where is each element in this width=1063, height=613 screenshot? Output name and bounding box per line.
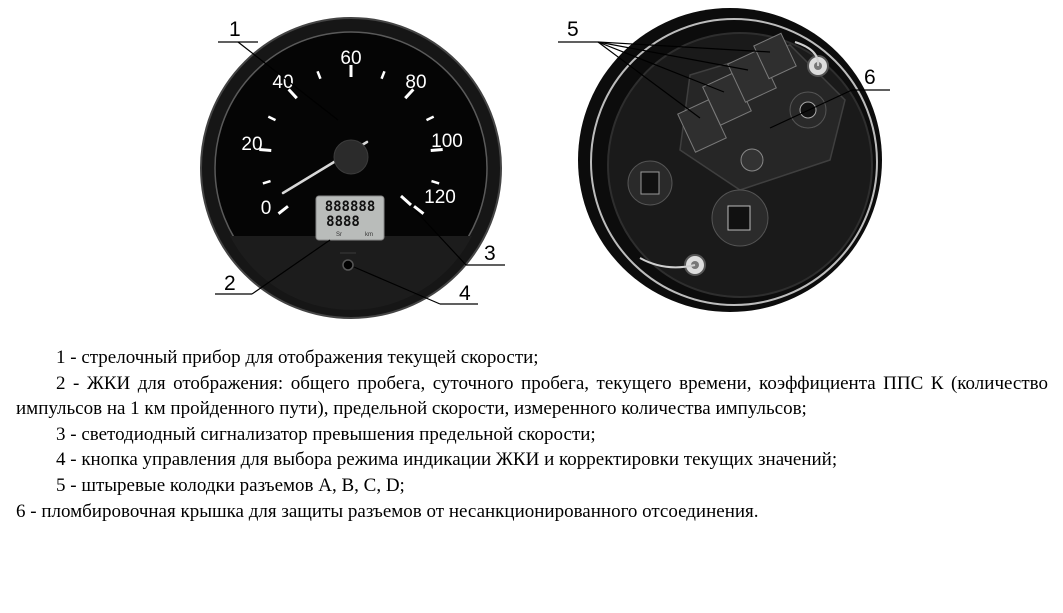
seal-screw [741, 149, 763, 171]
legend [16, 345, 1048, 524]
legend-item-5: 5 - штыревые колодки разъемов A, B, C, D; [56, 474, 405, 496]
lcd-display [316, 196, 384, 240]
lcd-unit-left: Sr [336, 232, 342, 238]
scale-label-120: 120 [424, 187, 456, 208]
callout-5: 5 [567, 18, 579, 41]
legend-item-3: 3 - светодиодный сигнализатор превышения предельной скорости; [56, 423, 596, 445]
lcd-unit-right: km [365, 232, 373, 238]
callout-6: 6 [864, 66, 876, 89]
socket-left-core [641, 172, 659, 194]
legend-item-2: 2 - ЖКИ для отображения: общего пробега, суточного пробега, текущего времени, коэффициента ППС К (количество импульсов на 1 км пройденного пути), предельной скорости, измеренного количества импульсов; [16, 372, 1048, 420]
rear-view [578, 8, 882, 312]
scale-label-40: 40 [272, 72, 294, 93]
callout-3: 3 [484, 242, 496, 265]
needle-hub [334, 140, 368, 174]
lcd-bottom-readout: 8888 [326, 214, 360, 230]
mode-button [343, 260, 353, 270]
lower-panel [230, 236, 472, 310]
legend-item-1: 1 - стрелочный прибор для отображения текущей скорости; [56, 347, 539, 368]
scale-label-100: 100 [431, 131, 463, 152]
scale-label-0: 0 [260, 198, 272, 219]
scale-label-80: 80 [405, 72, 427, 93]
scale-label-20: 20 [241, 134, 263, 155]
callout-2: 2 [224, 272, 236, 295]
front-view [201, 18, 501, 318]
socket-bottom-core [728, 206, 750, 230]
scale-label-60: 60 [340, 48, 362, 69]
legend-item-6: 6 - пломбировочная крышка для защиты разъемов от несанкционированного отсоединения. [16, 500, 759, 522]
legend-item-4: 4 - кнопка управления для выбора режима индикации ЖКИ и корректировки текущих значений; [56, 449, 838, 471]
lcd-top-readout: 888888 [324, 199, 376, 215]
callout-1: 1 [229, 18, 241, 41]
callout-4: 4 [459, 282, 471, 305]
